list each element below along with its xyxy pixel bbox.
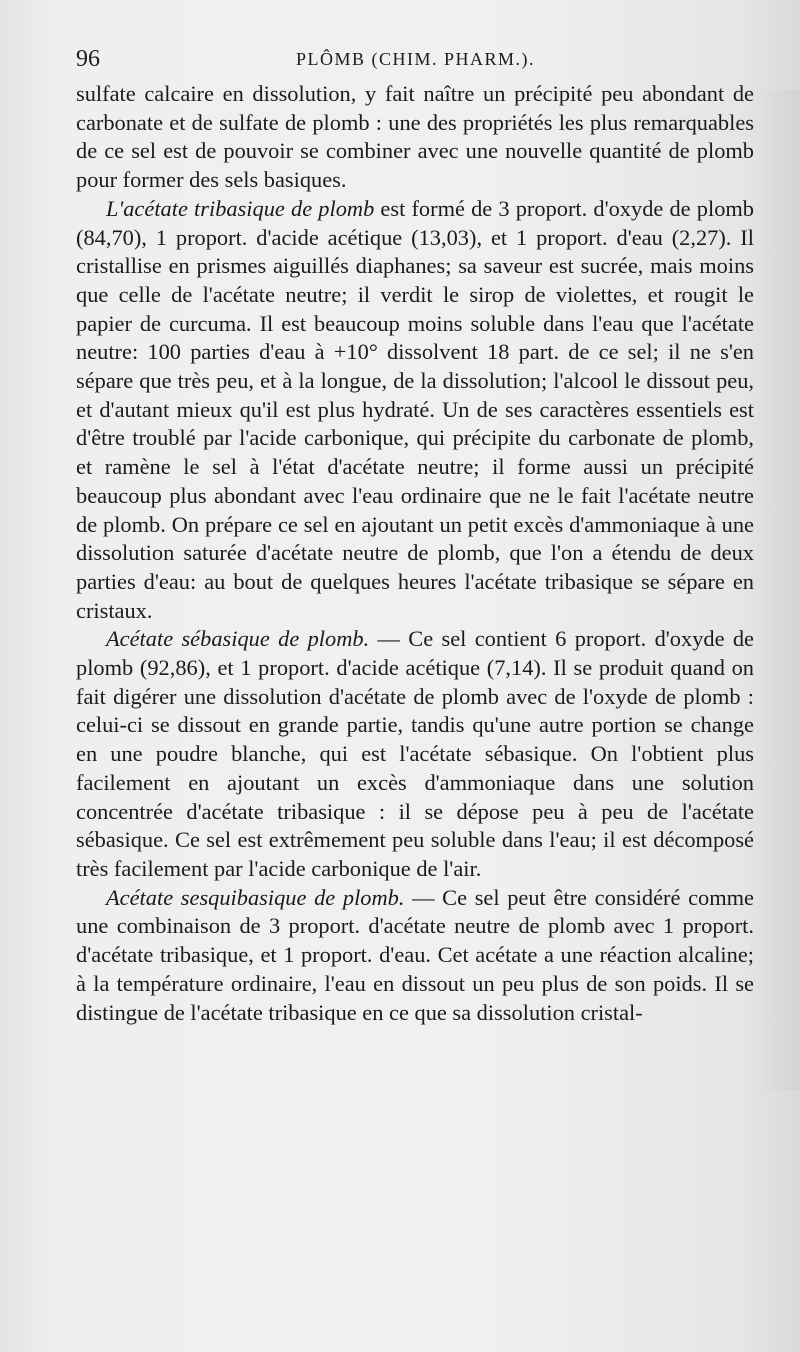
paragraph-term: Acétate sébasique de plomb. [106, 626, 370, 652]
paragraph-acetate-sebasique [76, 625, 754, 883]
page-header [76, 46, 752, 80]
page-edge-shadow [754, 90, 800, 1090]
paragraph-text: — Ce sel peut être considéré comme une combinaison de 3 proport. d'acétate neutre de plomb avec 1 proport. d'acétate tribasique, et 1 proport. d'eau. Cet acétate a une réaction alcaline; à la température ordinaire, l'eau en dissout un peu plus de son poids. Il se distingue de l'acétate tribasique en ce que sa dissolution cristal- [76, 884, 754, 1025]
paragraph-term: L'acétate tribasique de plomb [106, 195, 375, 221]
paragraph-text: — Ce sel contient 6 proport. d'oxyde de plomb (92,86), et 1 proport. d'acide acétique (7,14). Il se produit quand on fait digérer une dissolution d'acétate de plomb avec de l'oxyde de plomb : celui-ci se dissout en grande partie, tandis qu'une autre portion se change en une poudre blanche, qui est l'acétate sébasique. On l'obtient plus facilement en ajoutant un excès d'ammoniaque dans une solution concentrée d'acétate tribasique : il se dépose peu à peu de l'acétate sébasique. Ce sel est extrêmement peu soluble dans l'eau; il est décomposé très facilement par l'acide carbonique de l'air. [76, 626, 754, 881]
paragraph-term: Acétate sesquibasique de plomb. [106, 884, 405, 910]
paragraph-acetate-sesquibasique [76, 884, 754, 1028]
paragraph-continuation [76, 80, 754, 195]
body-text [76, 80, 754, 1027]
paragraph-text: sulfate calcaire en dissolution, y fait naître un précipité peu abondant de carbonate et de sulfate de plomb : une des propriétés les plus remarquables de ce sel est de pouvoir se combiner avec une nouvelle quantité de plomb pour former des sels basiques. [76, 81, 754, 193]
page-number: 96 [76, 46, 100, 72]
paragraph-acetate-tribasique [76, 195, 754, 626]
paragraph-text: est formé de 3 proport. d'oxyde de plomb (84,70), 1 proport. d'acide acétique (13,03), et 1 proport. d'eau (2,27). Il cristallise en prismes aiguillés diaphanes; sa saveur est sucrée, mais moins que celle de l'acétate neutre; il verdit le sirop de violettes, et rougit le papier de curcuma. Il est beaucoup moins soluble dans l'eau que l'acétate neutre: 100 parties d'eau à +10° dissolvent 18 part. de ce sel; il ne s'en sépare que très peu, et à la longue, de la dissolution; l'alcool le dissout peu, et d'autant mieux qu'il est plus hydraté. Un de ses caractères essentiels est d'être troublé par l'acide carbonique, qui précipite du carbonate de plomb, et ramène le sel à l'état d'acétate neutre; il forme aussi un précipité beaucoup plus abondant avec l'eau ordinaire que ne le fait l'acétate neutre de plomb. On prépare ce sel en ajoutant un petit excès d'ammoniaque à une dissolution saturée d'acétate neutre de plomb, que l'on a étendu de deux parties d'eau: au bout de quelques heures l'acétate tribasique se sépare en cristaux. [76, 195, 754, 623]
running-title: PLÔMB (CHIM. PHARM.). [296, 49, 536, 69]
